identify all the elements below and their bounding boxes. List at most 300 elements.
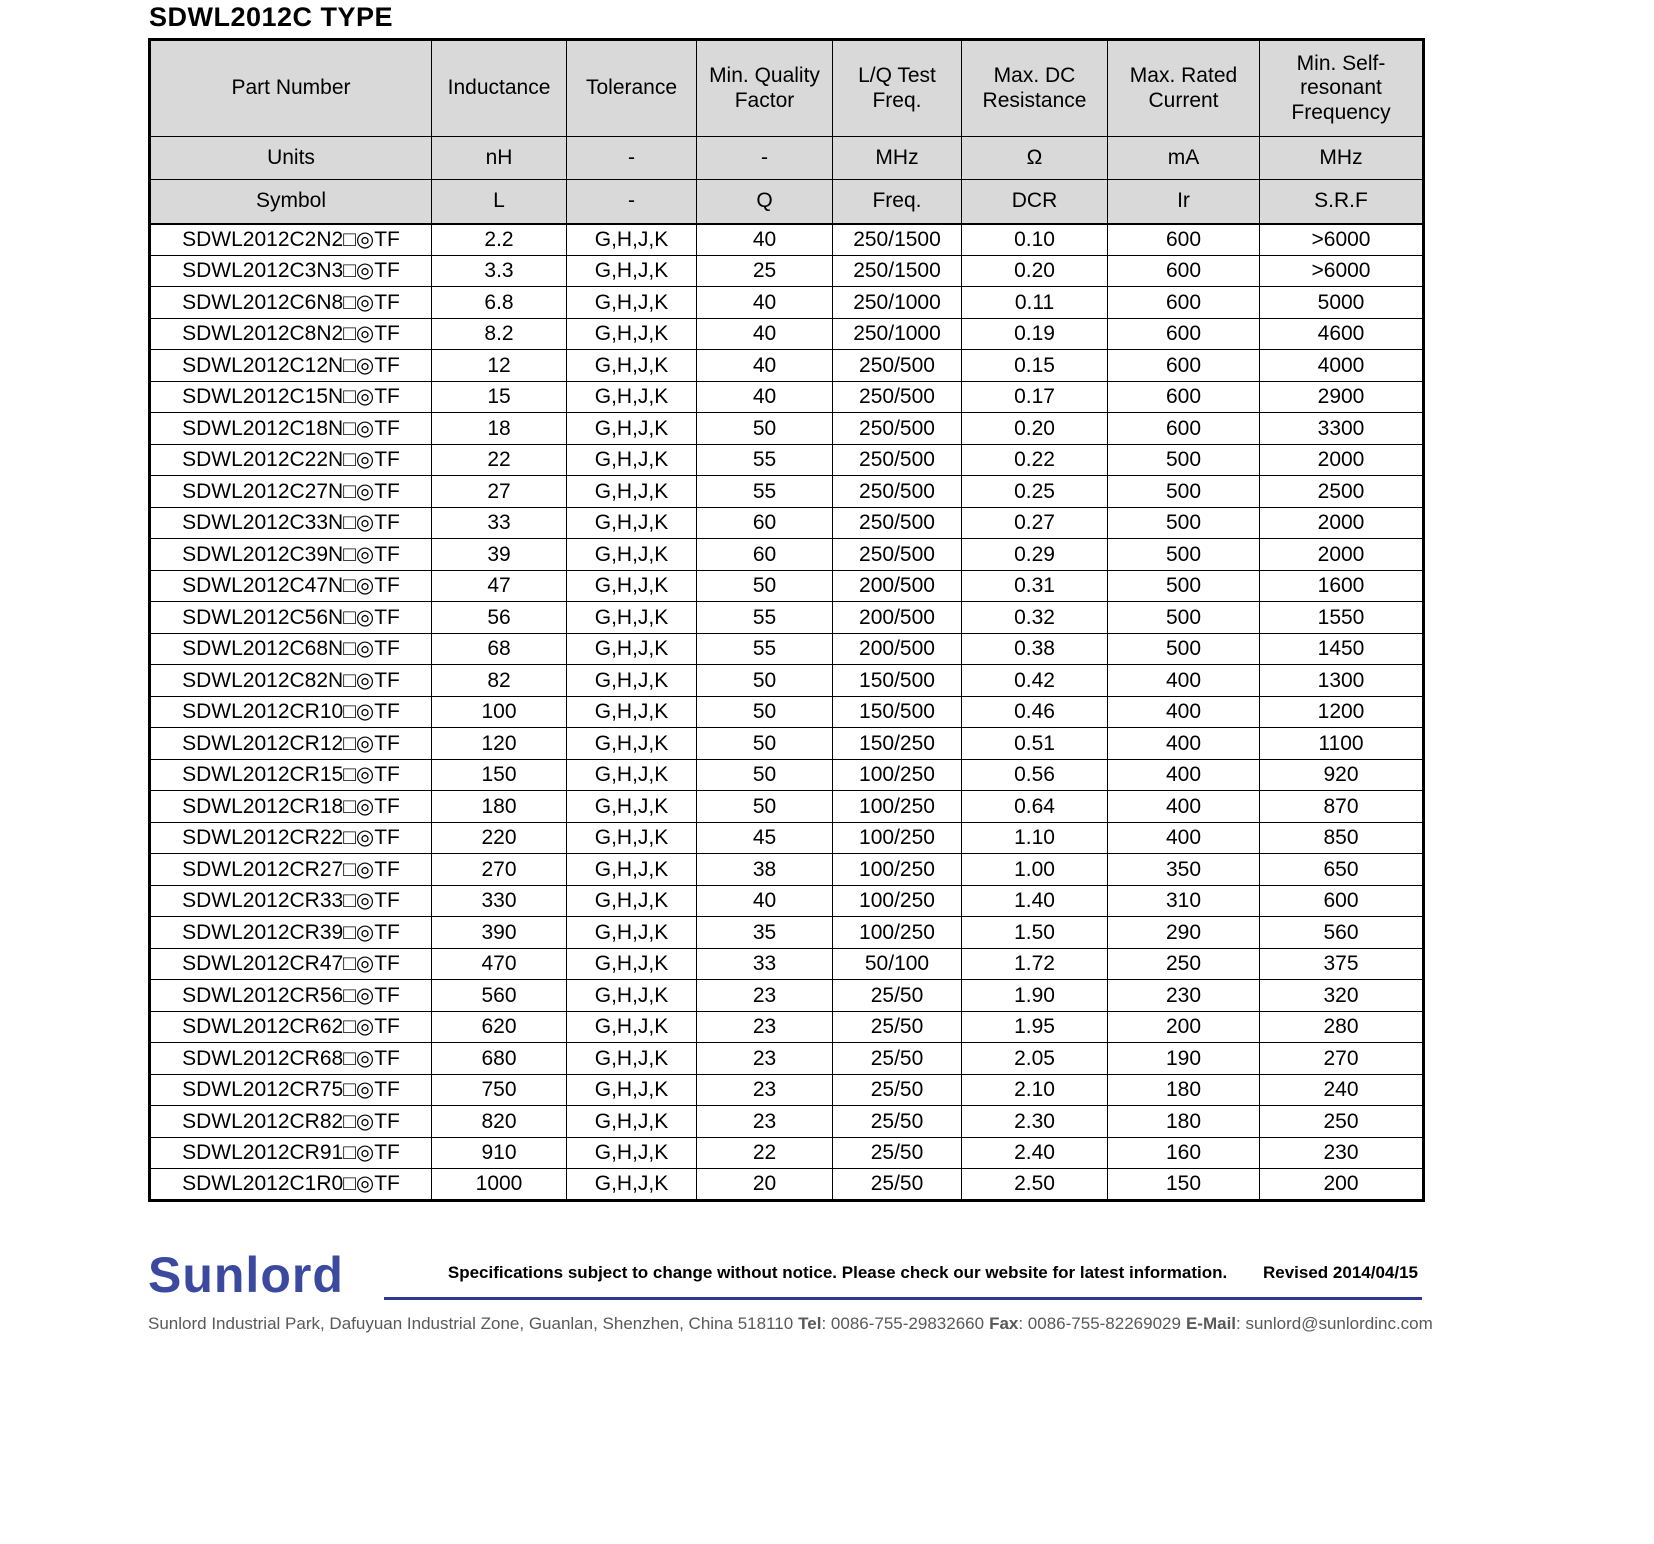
table-row-cell: SDWL2012C68N□◎TF <box>150 633 432 665</box>
table-row-cell: SDWL2012CR62□◎TF <box>150 1011 432 1043</box>
table-row-cell: G,H,J,K <box>567 917 697 949</box>
table-row <box>150 255 1424 287</box>
table-row-cell: 1450 <box>1260 633 1424 665</box>
table-row-cell: 3.3 <box>432 255 567 287</box>
table-row-cell: 23 <box>697 1074 833 1106</box>
table-row-cell: 250/1000 <box>833 318 962 350</box>
table-row-cell: 4000 <box>1260 350 1424 382</box>
units-row <box>150 137 1424 180</box>
table-row-cell: 750 <box>432 1074 567 1106</box>
table-row <box>150 1043 1424 1075</box>
table-row-cell: 100 <box>432 696 567 728</box>
table-row <box>150 1106 1424 1138</box>
table-row-cell: G,H,J,K <box>567 444 697 476</box>
fax-label: Fax <box>989 1314 1019 1333</box>
table-head <box>150 40 1424 224</box>
table-row-cell: >6000 <box>1260 224 1424 256</box>
table-row-cell: 1.90 <box>962 980 1108 1012</box>
header-row-cell: Min. Quality Factor <box>697 40 833 137</box>
table-row-cell: 56 <box>432 602 567 634</box>
table-row-cell: 39 <box>432 539 567 571</box>
table-row-cell: 600 <box>1108 318 1260 350</box>
table-row-cell: 680 <box>432 1043 567 1075</box>
table-row-cell: 22 <box>697 1137 833 1169</box>
table-row <box>150 948 1424 980</box>
table-row-cell: 400 <box>1108 791 1260 823</box>
footer-top <box>148 1247 1422 1303</box>
table-row-cell: SDWL2012CR82□◎TF <box>150 1106 432 1138</box>
table-row-cell: G,H,J,K <box>567 791 697 823</box>
table-row-cell: 0.11 <box>962 287 1108 319</box>
table-row-cell: 2000 <box>1260 507 1424 539</box>
table-row-cell: 0.20 <box>962 413 1108 445</box>
table-row-cell: 120 <box>432 728 567 760</box>
table-row-cell: 2.10 <box>962 1074 1108 1106</box>
table-row-cell: SDWL2012CR12□◎TF <box>150 728 432 760</box>
table-row <box>150 696 1424 728</box>
header-row-cell: Min. Self-resonant Frequency <box>1260 40 1424 137</box>
table-row-cell: 5000 <box>1260 287 1424 319</box>
units-row-cell: Units <box>150 137 432 180</box>
table-row <box>150 665 1424 697</box>
symbol-row-cell: DCR <box>962 180 1108 224</box>
table-row-cell: 50 <box>697 759 833 791</box>
table-row-cell: G,H,J,K <box>567 822 697 854</box>
table-row-cell: 20 <box>697 1169 833 1201</box>
table-row <box>150 381 1424 413</box>
table-row-cell: G,H,J,K <box>567 696 697 728</box>
table-row-cell: SDWL2012C82N□◎TF <box>150 665 432 697</box>
table-row-cell: 250/500 <box>833 539 962 571</box>
table-row-cell: 55 <box>697 602 833 634</box>
table-row-cell: 250/500 <box>833 476 962 508</box>
table-row-cell: 2.30 <box>962 1106 1108 1138</box>
footer-note-band <box>384 1263 1422 1300</box>
table-row <box>150 1137 1424 1169</box>
table-row-cell: G,H,J,K <box>567 759 697 791</box>
table-row <box>150 350 1424 382</box>
table-row-cell: 600 <box>1108 255 1260 287</box>
table-row-cell: 0.20 <box>962 255 1108 287</box>
table-row-cell: 0.64 <box>962 791 1108 823</box>
table-row-cell: 0.46 <box>962 696 1108 728</box>
table-row-cell: 2.40 <box>962 1137 1108 1169</box>
table-row-cell: 1550 <box>1260 602 1424 634</box>
table-row-cell: 25/50 <box>833 1043 962 1075</box>
footer-note: Specifications subject to change without notice. Please check our website for latest information. <box>447 1263 1228 1282</box>
table-row-cell: 2000 <box>1260 444 1424 476</box>
table-row-cell: SDWL2012CR18□◎TF <box>150 791 432 823</box>
table-row-cell: 50 <box>697 665 833 697</box>
table-row-cell: 200 <box>1108 1011 1260 1043</box>
table-row-cell: SDWL2012C1R0□◎TF <box>150 1169 432 1201</box>
table-row-cell: 160 <box>1108 1137 1260 1169</box>
table-row-cell: G,H,J,K <box>567 287 697 319</box>
fax-value: : 0086-755-82269029 <box>1018 1314 1181 1333</box>
table-row-cell: G,H,J,K <box>567 413 697 445</box>
table-row-cell: 230 <box>1260 1137 1424 1169</box>
header-row-cell: L/Q Test Freq. <box>833 40 962 137</box>
symbol-row-cell: L <box>432 180 567 224</box>
sunlord-logo: Sunlord <box>148 1247 344 1303</box>
table-row-cell: 0.56 <box>962 759 1108 791</box>
table-row-cell: 230 <box>1108 980 1260 1012</box>
table-row-cell: 600 <box>1108 287 1260 319</box>
table-row-cell: G,H,J,K <box>567 1106 697 1138</box>
table-row-cell: 23 <box>697 980 833 1012</box>
table-row-cell: SDWL2012C12N□◎TF <box>150 350 432 382</box>
table-row-cell: 250/1500 <box>833 224 962 256</box>
table-row <box>150 287 1424 319</box>
table-row-cell: SDWL2012CR33□◎TF <box>150 885 432 917</box>
table-row-cell: >6000 <box>1260 255 1424 287</box>
table-row-cell: G,H,J,K <box>567 602 697 634</box>
table-row-cell: 250/500 <box>833 444 962 476</box>
table-row-cell: 25/50 <box>833 1011 962 1043</box>
table-row-cell: 0.38 <box>962 633 1108 665</box>
email-label: E-Mail <box>1185 1314 1237 1333</box>
table-row-cell: 100/250 <box>833 854 962 886</box>
header-row-cell: Tolerance <box>567 40 697 137</box>
table-row-cell: 600 <box>1108 224 1260 256</box>
table-row-cell: 100/250 <box>833 917 962 949</box>
table-row-cell: 180 <box>1108 1074 1260 1106</box>
symbol-row-cell: Freq. <box>833 180 962 224</box>
table-row <box>150 1169 1424 1201</box>
table-row-cell: G,H,J,K <box>567 885 697 917</box>
table-row-cell: 0.29 <box>962 539 1108 571</box>
table-row-cell: 27 <box>432 476 567 508</box>
table-row-cell: 50 <box>697 791 833 823</box>
table-row-cell: 100/250 <box>833 822 962 854</box>
table-row-cell: SDWL2012CR10□◎TF <box>150 696 432 728</box>
table-row-cell: 25/50 <box>833 1137 962 1169</box>
table-row-cell: 1.72 <box>962 948 1108 980</box>
table-row-cell: G,H,J,K <box>567 665 697 697</box>
spec-table <box>148 38 1425 1202</box>
table-row-cell: 560 <box>1260 917 1424 949</box>
table-row-cell: 600 <box>1108 381 1260 413</box>
table-row-cell: 68 <box>432 633 567 665</box>
table-row-cell: 8.2 <box>432 318 567 350</box>
table-row-cell: 0.10 <box>962 224 1108 256</box>
table-row-cell: G,H,J,K <box>567 350 697 382</box>
table-row-cell: SDWL2012CR27□◎TF <box>150 854 432 886</box>
table-row-cell: 0.42 <box>962 665 1108 697</box>
table-row-cell: G,H,J,K <box>567 476 697 508</box>
table-row-cell: 320 <box>1260 980 1424 1012</box>
table-row-cell: 400 <box>1108 728 1260 760</box>
table-row-cell: 25/50 <box>833 1169 962 1201</box>
table-row-cell: 1.95 <box>962 1011 1108 1043</box>
table-row-cell: G,H,J,K <box>567 507 697 539</box>
table-row-cell: 220 <box>432 822 567 854</box>
footer-revised-date: Revised 2014/04/15 <box>1262 1263 1418 1282</box>
table-row-cell: G,H,J,K <box>567 980 697 1012</box>
table-row-cell: 250/500 <box>833 507 962 539</box>
table-row-cell: SDWL2012C33N□◎TF <box>150 507 432 539</box>
table-row <box>150 476 1424 508</box>
table-row-cell: 1100 <box>1260 728 1424 760</box>
table-row-cell: 25 <box>697 255 833 287</box>
table-row-cell: 60 <box>697 539 833 571</box>
table-row-cell: 1300 <box>1260 665 1424 697</box>
table-row-cell: 50/100 <box>833 948 962 980</box>
table-row-cell: G,H,J,K <box>567 381 697 413</box>
table-row-cell: 18 <box>432 413 567 445</box>
table-row-cell: 250 <box>1260 1106 1424 1138</box>
table-row-cell: 45 <box>697 822 833 854</box>
table-row-cell: 6.8 <box>432 287 567 319</box>
tel-label: Tel <box>798 1314 822 1333</box>
table-row-cell: 250 <box>1108 948 1260 980</box>
table-row <box>150 570 1424 602</box>
table-row-cell: SDWL2012C2N2□◎TF <box>150 224 432 256</box>
symbol-row-cell: Q <box>697 180 833 224</box>
table-row-cell: SDWL2012C39N□◎TF <box>150 539 432 571</box>
table-row-cell: 0.17 <box>962 381 1108 413</box>
table-row-cell: 400 <box>1108 665 1260 697</box>
units-row-cell: nH <box>432 137 567 180</box>
table-row-cell: SDWL2012C18N□◎TF <box>150 413 432 445</box>
table-row-cell: 600 <box>1108 350 1260 382</box>
table-row-cell: 200/500 <box>833 570 962 602</box>
table-body <box>150 224 1424 1201</box>
table-row-cell: SDWL2012C15N□◎TF <box>150 381 432 413</box>
table-row <box>150 822 1424 854</box>
table-row-cell: 500 <box>1108 602 1260 634</box>
table-row-cell: SDWL2012C47N□◎TF <box>150 570 432 602</box>
table-row-cell: 22 <box>432 444 567 476</box>
table-row-cell: 25/50 <box>833 980 962 1012</box>
units-row-cell: MHz <box>1260 137 1424 180</box>
table-row-cell: 55 <box>697 633 833 665</box>
table-row-cell: 620 <box>432 1011 567 1043</box>
table-row-cell: 240 <box>1260 1074 1424 1106</box>
table-row-cell: SDWL2012CR39□◎TF <box>150 917 432 949</box>
table-row-cell: G,H,J,K <box>567 1011 697 1043</box>
table-row-cell: 1.50 <box>962 917 1108 949</box>
table-row-cell: 2900 <box>1260 381 1424 413</box>
table-row-cell: SDWL2012C22N□◎TF <box>150 444 432 476</box>
table-row-cell: 25/50 <box>833 1074 962 1106</box>
table-row-cell: 200/500 <box>833 602 962 634</box>
table-row-cell: 200/500 <box>833 633 962 665</box>
table-row <box>150 917 1424 949</box>
table-row-cell: G,H,J,K <box>567 539 697 571</box>
table-row-cell: SDWL2012C3N3□◎TF <box>150 255 432 287</box>
table-row <box>150 885 1424 917</box>
table-row <box>150 854 1424 886</box>
table-row-cell: 55 <box>697 476 833 508</box>
table-row-cell: 47 <box>432 570 567 602</box>
table-row-cell: 2500 <box>1260 476 1424 508</box>
tel-value: : 0086-755-29832660 <box>821 1314 985 1333</box>
table-row-cell: 150/250 <box>833 728 962 760</box>
table-row <box>150 507 1424 539</box>
table-row-cell: 330 <box>432 885 567 917</box>
table-row-cell: 400 <box>1108 822 1260 854</box>
table-row-cell: 40 <box>697 318 833 350</box>
table-row-cell: G,H,J,K <box>567 948 697 980</box>
table-row-cell: 82 <box>432 665 567 697</box>
units-row-cell: mA <box>1108 137 1260 180</box>
table-row <box>150 980 1424 1012</box>
table-row-cell: 23 <box>697 1043 833 1075</box>
page-title: SDWL2012C TYPE <box>149 2 394 32</box>
email-value: : sunlord@sunlordinc.com <box>1236 1314 1433 1333</box>
table-row-cell: SDWL2012CR22□◎TF <box>150 822 432 854</box>
footer <box>148 1247 1433 1334</box>
table-row-cell: 250/500 <box>833 381 962 413</box>
table-row-cell: 0.22 <box>962 444 1108 476</box>
table-row-cell: SDWL2012C27N□◎TF <box>150 476 432 508</box>
table-row-cell: 60 <box>697 507 833 539</box>
table-row-cell: 470 <box>432 948 567 980</box>
table-row-cell: 500 <box>1108 507 1260 539</box>
table-row-cell: 40 <box>697 381 833 413</box>
table-row-cell: 870 <box>1260 791 1424 823</box>
table-row-cell: 250/1000 <box>833 287 962 319</box>
symbol-row-cell: Symbol <box>150 180 432 224</box>
table-row-cell: 390 <box>432 917 567 949</box>
table-row-cell: 200 <box>1260 1169 1424 1201</box>
table-row-cell: 190 <box>1108 1043 1260 1075</box>
table-row-cell: 600 <box>1260 885 1424 917</box>
table-row <box>150 224 1424 256</box>
table-row-cell: 250/1500 <box>833 255 962 287</box>
table-row-cell: 25/50 <box>833 1106 962 1138</box>
header-row-cell: Max. Rated Current <box>1108 40 1260 137</box>
table-row-cell: 180 <box>432 791 567 823</box>
table-row <box>150 759 1424 791</box>
table-row-cell: 1600 <box>1260 570 1424 602</box>
table-row-cell: 0.25 <box>962 476 1108 508</box>
table-row-cell: 0.31 <box>962 570 1108 602</box>
table-row-cell: 400 <box>1108 759 1260 791</box>
table-row-cell: G,H,J,K <box>567 1137 697 1169</box>
table-row-cell: 100/250 <box>833 885 962 917</box>
table-row-cell: 270 <box>1260 1043 1424 1075</box>
symbol-row-cell: S.R.F <box>1260 180 1424 224</box>
table-row-cell: 100/250 <box>833 759 962 791</box>
table-row-cell: 500 <box>1108 539 1260 571</box>
table-row-cell: 1.10 <box>962 822 1108 854</box>
table-row-cell: 400 <box>1108 696 1260 728</box>
table-row-cell: 23 <box>697 1011 833 1043</box>
table-row-cell: 0.27 <box>962 507 1108 539</box>
symbol-row <box>150 180 1424 224</box>
table-row-cell: 375 <box>1260 948 1424 980</box>
header-row <box>150 40 1424 137</box>
table-row-cell: 2.2 <box>432 224 567 256</box>
table-row-cell: 40 <box>697 287 833 319</box>
table-row-cell: SDWL2012CR15□◎TF <box>150 759 432 791</box>
table-row-cell: 500 <box>1108 476 1260 508</box>
units-row-cell: - <box>697 137 833 180</box>
table-row-cell: 500 <box>1108 444 1260 476</box>
symbol-row-cell: - <box>567 180 697 224</box>
table-row <box>150 728 1424 760</box>
table-row <box>150 602 1424 634</box>
header-row-cell: Inductance <box>432 40 567 137</box>
table-row-cell: 820 <box>432 1106 567 1138</box>
table-row-cell: G,H,J,K <box>567 1043 697 1075</box>
table-row-cell: 0.51 <box>962 728 1108 760</box>
table-row-cell: G,H,J,K <box>567 224 697 256</box>
table-row-cell: 3300 <box>1260 413 1424 445</box>
table-row-cell: SDWL2012CR91□◎TF <box>150 1137 432 1169</box>
table-row-cell: 40 <box>697 350 833 382</box>
table-row-cell: 500 <box>1108 570 1260 602</box>
table-row <box>150 413 1424 445</box>
table-row-cell: 920 <box>1260 759 1424 791</box>
table-row <box>150 633 1424 665</box>
table-row-cell: 23 <box>697 1106 833 1138</box>
table-row-cell: 2.50 <box>962 1169 1108 1201</box>
table-row-cell: 150/500 <box>833 696 962 728</box>
table-row-cell: 180 <box>1108 1106 1260 1138</box>
units-row-cell: Ω <box>962 137 1108 180</box>
table-row-cell: 40 <box>697 224 833 256</box>
table-row-cell: 600 <box>1108 413 1260 445</box>
table-row-cell: 1200 <box>1260 696 1424 728</box>
table-row-cell: 910 <box>432 1137 567 1169</box>
table-row-cell: 310 <box>1108 885 1260 917</box>
table-row-cell: 100/250 <box>833 791 962 823</box>
table-row-cell: SDWL2012CR47□◎TF <box>150 948 432 980</box>
table-row-cell: 0.19 <box>962 318 1108 350</box>
table-row-cell: 50 <box>697 413 833 445</box>
table-row <box>150 791 1424 823</box>
table-row-cell: 0.15 <box>962 350 1108 382</box>
table-row-cell: SDWL2012CR56□◎TF <box>150 980 432 1012</box>
table-row-cell: 850 <box>1260 822 1424 854</box>
table-row-cell: G,H,J,K <box>567 318 697 350</box>
table-row-cell: SDWL2012CR68□◎TF <box>150 1043 432 1075</box>
table-row-cell: 50 <box>697 570 833 602</box>
table-row-cell: 150 <box>1108 1169 1260 1201</box>
table-row <box>150 318 1424 350</box>
table-row-cell: 250/500 <box>833 413 962 445</box>
table-row <box>150 444 1424 476</box>
table-row-cell: 0.32 <box>962 602 1108 634</box>
table-row-cell: 280 <box>1260 1011 1424 1043</box>
table-row-cell: 350 <box>1108 854 1260 886</box>
table-row-cell: 38 <box>697 854 833 886</box>
header-row-cell: Part Number <box>150 40 432 137</box>
table-row-cell: SDWL2012CR75□◎TF <box>150 1074 432 1106</box>
symbol-row-cell: Ir <box>1108 180 1260 224</box>
table-row-cell: 150/500 <box>833 665 962 697</box>
table-row-cell: 1.00 <box>962 854 1108 886</box>
table-row-cell: 560 <box>432 980 567 1012</box>
table-row-cell: G,H,J,K <box>567 570 697 602</box>
table-row-cell: 290 <box>1108 917 1260 949</box>
table-row-cell: 15 <box>432 381 567 413</box>
table-row-cell: SDWL2012C56N□◎TF <box>150 602 432 634</box>
table-row-cell: G,H,J,K <box>567 255 697 287</box>
table-row-cell: 1000 <box>432 1169 567 1201</box>
table-row-cell: G,H,J,K <box>567 854 697 886</box>
table-row-cell: G,H,J,K <box>567 1074 697 1106</box>
table-row-cell: 33 <box>697 948 833 980</box>
table-row-cell: 40 <box>697 885 833 917</box>
table-row-cell: 1.40 <box>962 885 1108 917</box>
table-row-cell: G,H,J,K <box>567 728 697 760</box>
table-row-cell: 270 <box>432 854 567 886</box>
table-row-cell: 50 <box>697 728 833 760</box>
